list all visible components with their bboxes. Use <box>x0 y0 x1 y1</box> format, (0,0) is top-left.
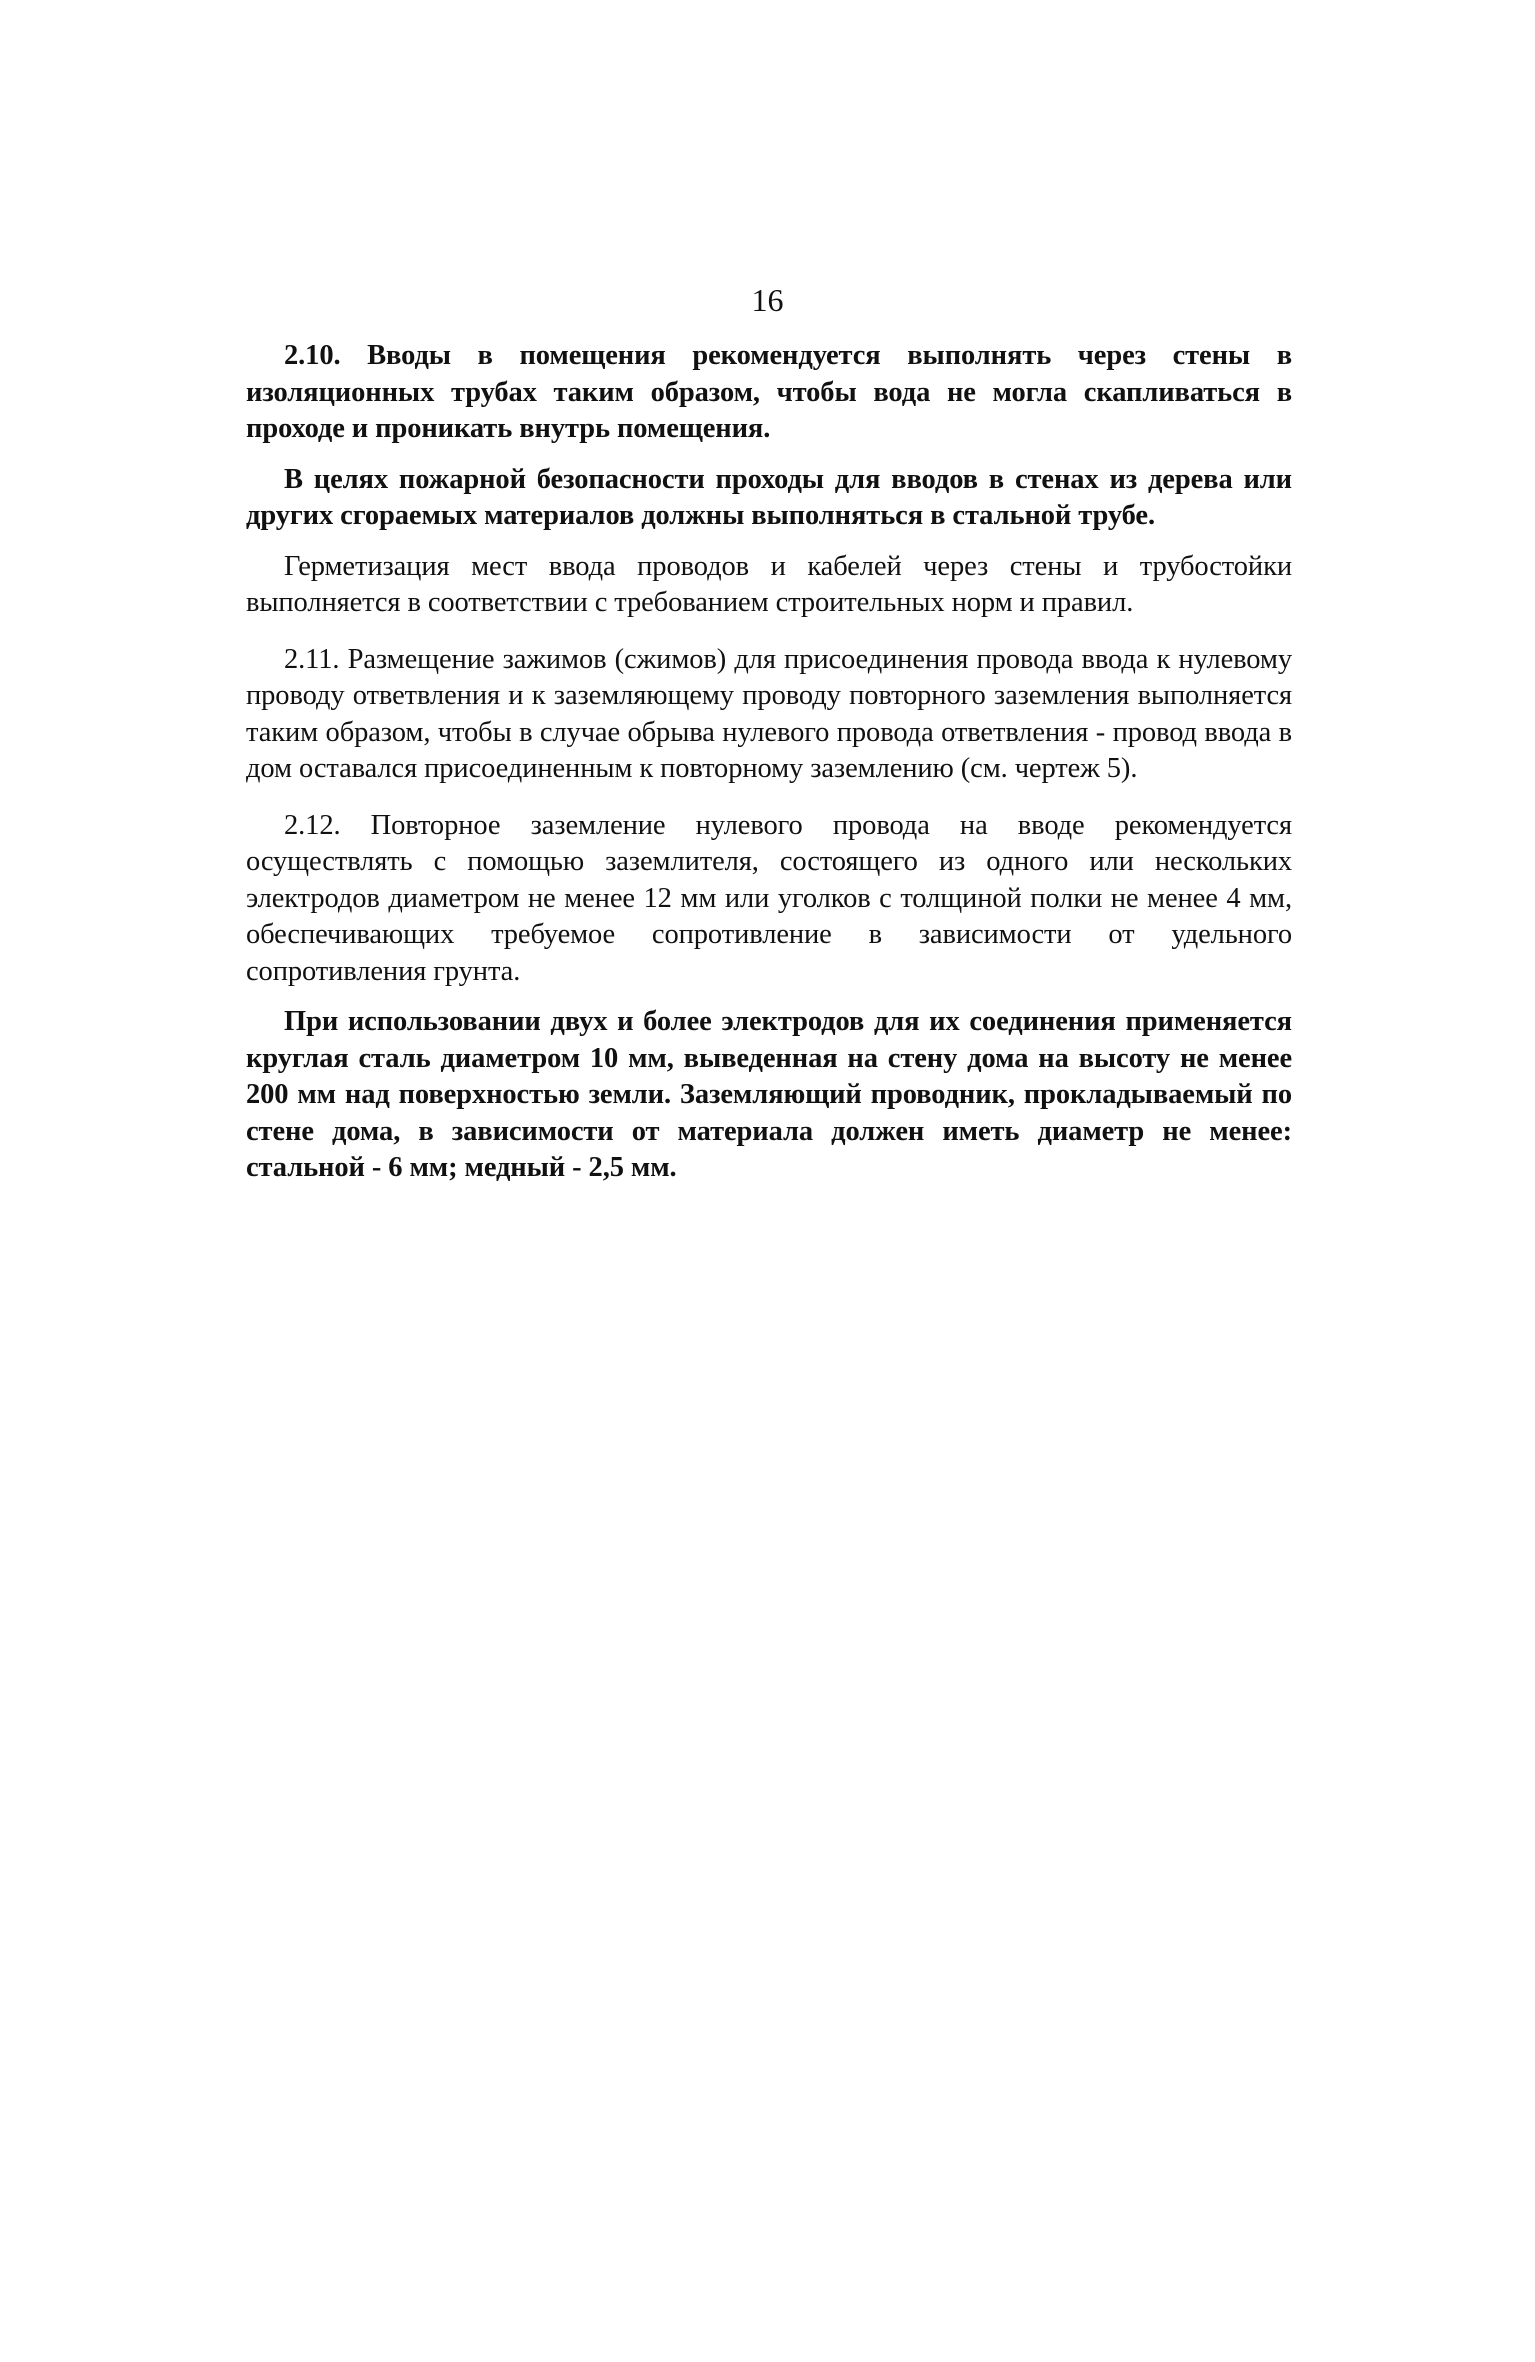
paragraph-electrodes: При использовании двух и более электродов для их соединения применяется круглая сталь диаметром 10 мм, выведенная на стену дома на высоту не менее 200 мм над поверхностью земли. Заземляющий проводник, прокладываемый по стене дома, в зависимости от материала должен иметь диаметр не менее: стальной - 6 мм; медный - 2,5 мм. <box>246 1006 1292 1183</box>
paragraph-sealing: Герметизация мест ввода проводов и кабелей через стены и трубостойки выполняется в соответствии с требованием строительных норм и правил. <box>246 550 1292 618</box>
paragraph-fire-safety: В целях пожарной безопасности проходы для вводов в стенах из дерева или других сгораемых материалов должны выполняться в стальной трубе. <box>246 463 1292 531</box>
paragraph-2-11: 2.11. Размещение зажимов (сжимов) для присоединения провода ввода к нулевому проводу ответвления и к заземляющему проводу повторного заземления выполняется таким образом, чтобы в случае обрыва нулевого провода ответвления - провод ввода в дом оставался присоединенным к повторному заземлению (см. чертеж 5). <box>246 643 1292 784</box>
page-number: 16 <box>751 282 784 318</box>
paragraph-2-12: 2.12. Повторное заземление нулевого провода на вводе рекомендуется осуществлять с помощью заземлителя, состоящего из одного или нескольких электродов диаметром не менее 12 мм или уголков с толщиной полки не менее 4 мм, обеспечивающих требуемое сопротивление в зависимости от удельного сопротивления грунта. <box>246 809 1292 987</box>
body-text <box>246 338 1292 1187</box>
paragraph-2-10: 2.10. Вводы в помещения рекомендуется выполнять через стены в изоляционных трубах таким образом, чтобы вода не могла скапливаться в проходе и проникать внутрь помещения. <box>246 340 1292 444</box>
